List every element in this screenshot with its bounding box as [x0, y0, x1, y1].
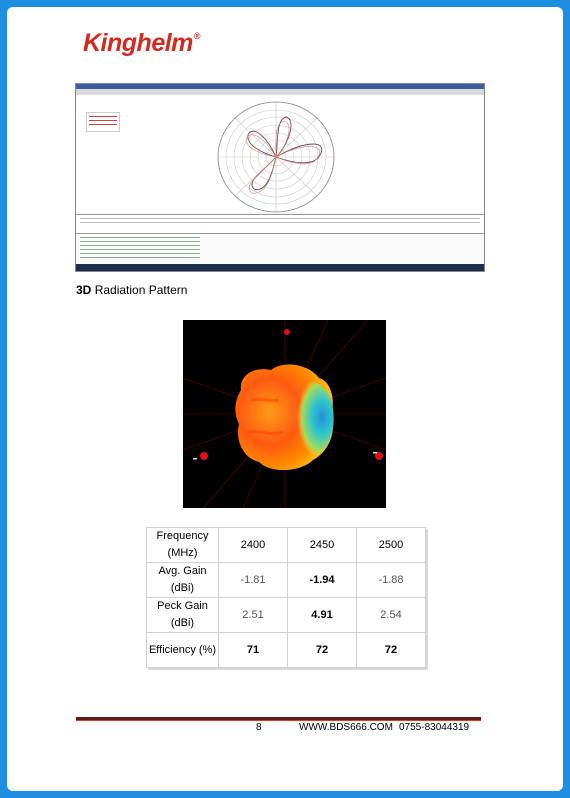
cell-value: 4.91 [288, 598, 357, 633]
document-page [7, 7, 563, 791]
cell-value: -1.81 [219, 563, 288, 598]
table-row [147, 598, 426, 633]
brand-logo [83, 29, 200, 58]
footer-rule-accent [76, 720, 481, 721]
header-2450: 2450 [288, 528, 357, 563]
page-number: 8 [256, 722, 262, 733]
section-heading [76, 283, 187, 297]
os-taskbar [76, 264, 484, 271]
cell-value: 2.51 [219, 598, 288, 633]
header-2500: 2500 [357, 528, 426, 563]
cell-value: -1.88 [357, 563, 426, 598]
footer-phone: 0755-83044319 [399, 722, 470, 733]
software-data-table [76, 214, 484, 233]
cell-value: 2.54 [357, 598, 426, 633]
cell-value: 71 [219, 633, 288, 668]
polar-plot-area [76, 95, 484, 213]
row-label-efficiency: Efficiency (%) [147, 633, 219, 668]
software-log-panel [76, 233, 484, 264]
row-label-avg-gain: Avg. Gain (dBi) [147, 563, 219, 598]
registered-mark: ® [193, 31, 201, 41]
footer-website: WWW.BDS666.COM [299, 722, 393, 733]
radiation-pattern-render [183, 320, 386, 508]
cell-value: -1.94 [288, 563, 357, 598]
table-row [147, 633, 426, 668]
brand-name: Kinghelm [83, 29, 193, 57]
cell-value: 72 [357, 633, 426, 668]
table-header-row [147, 528, 426, 563]
table-row [147, 563, 426, 598]
antenna-results-table [146, 527, 426, 668]
plot-legend [86, 112, 120, 132]
header-2400: 2400 [219, 528, 288, 563]
row-label-peak-gain: Peck Gain (dBi) [147, 598, 219, 633]
section-prefix: 3D [76, 283, 92, 297]
polar-plot [76, 95, 484, 213]
cell-value: 72 [288, 633, 357, 668]
radiation-pattern-3d [183, 320, 386, 508]
header-frequency: Frequency (MHz) [147, 528, 219, 563]
measurement-software-screenshot [75, 83, 485, 272]
section-title: Radiation Pattern [94, 283, 188, 297]
